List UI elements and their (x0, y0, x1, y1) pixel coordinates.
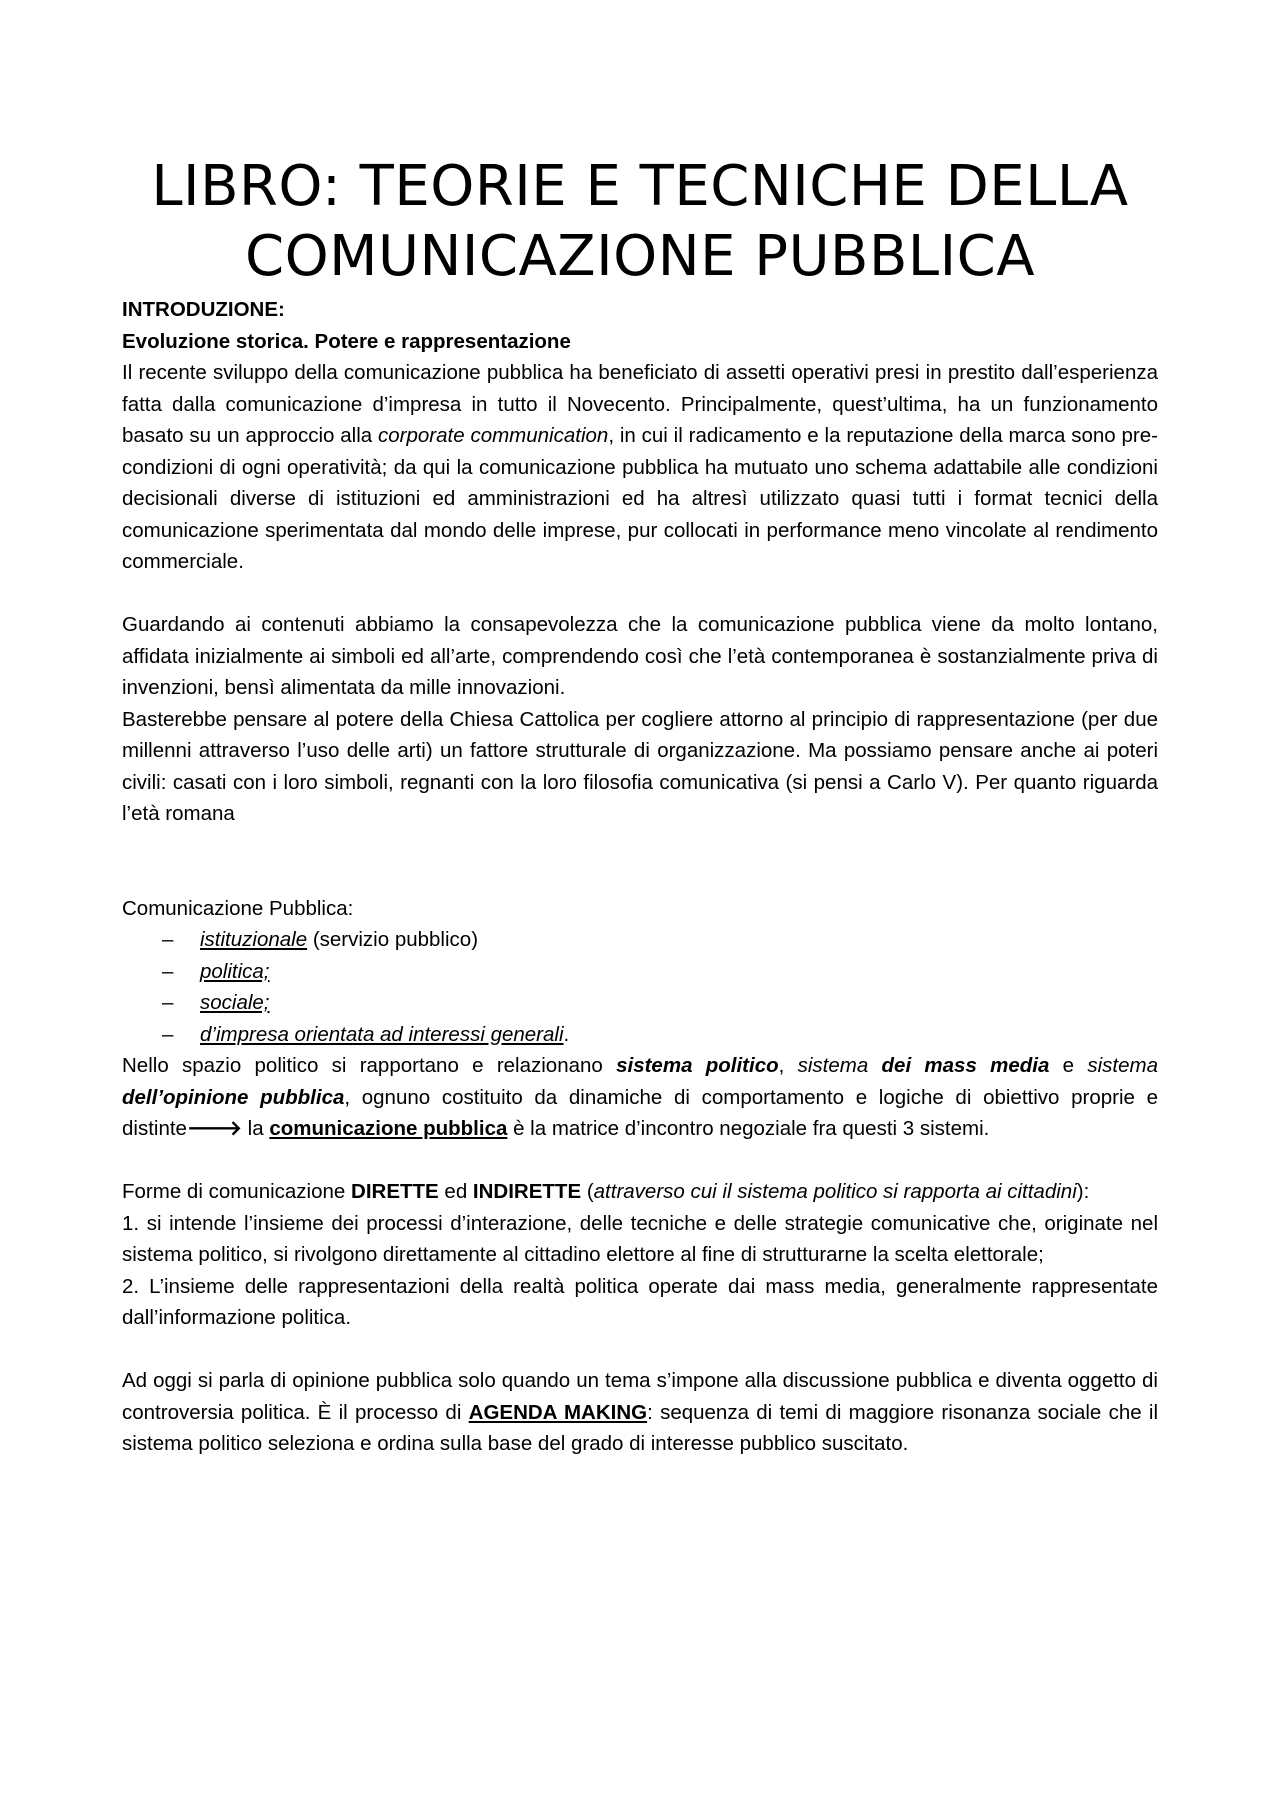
blank-line (122, 1334, 1158, 1366)
list-heading: Comunicazione Pubblica: (122, 896, 354, 920)
title-line-2: COMUNICAZIONE PUBBLICA (244, 224, 1036, 289)
list-item-4-end: . (563, 1022, 570, 1046)
term-direct: DIRETTE (351, 1180, 439, 1203)
text-run: ): (1076, 1180, 1090, 1203)
text-run: attraverso cui il sistema politico si rapporta ai cittadini (593, 1180, 1077, 1203)
text-run: sistema (1087, 1054, 1158, 1077)
text-run: e (1049, 1054, 1088, 1077)
document-title (122, 0, 1158, 292)
text-run: ( (581, 1180, 594, 1203)
term-mass-media: dei mass media (881, 1054, 1050, 1077)
text-run: , ognuno costituito da dinamiche di comportamento e logiche di obiettivo proprie e distinte (122, 1085, 1158, 1140)
systems-paragraph (122, 1050, 1158, 1145)
text-run: Nello spazio politico si rapportano e relazionano (122, 1054, 617, 1077)
term-political-system: sistema politico (616, 1054, 779, 1077)
blank-lines (122, 830, 1158, 893)
intro-heading: INTRODUZIONE: (122, 298, 285, 321)
document-body (122, 294, 1158, 1460)
term-public-opinion: dell’opinione pubblica (122, 1085, 345, 1109)
intro-paragraph-2: Guardando ai contenuti abbiamo la consapevolezza che la comunicazione pubblica viene da molto lontano, affidata inizialmente ai simboli ed all’arte, comprendendo così che l’età contemporanea è sostanzialmente priva di invenzioni, bensì alimentata da mille innovazioni. (122, 613, 1158, 699)
text-run: la (241, 1117, 270, 1140)
list-item (162, 924, 1158, 956)
text-run: , (778, 1054, 798, 1077)
arrow-right-icon: 🡒 (186, 1117, 242, 1140)
agenda-paragraph (122, 1365, 1158, 1460)
list-item-3-term: sociale; (200, 991, 270, 1014)
list-item-2-term: politica; (200, 959, 270, 983)
list-item-1-note: (servizio pubblico) (307, 928, 479, 951)
forms-paragraph (122, 1176, 1158, 1208)
term-indirect: INDIRETTE (472, 1180, 582, 1203)
intro-paragraph-3: Basterebbe pensare al potere della Chiesa Cattolica per cogliere attorno al principio di rappresentazione (per due millenni attraverso l’uso delle arti) un fattore strutturale di organizzazione. Ma possiamo pensare anche ai poteri civili: casati con i loro simboli, regnanti con la loro filosofia comunicativa (si pensi a Carlo V). Per quanto riguarda l’età romana (122, 707, 1158, 825)
intro-subheading: Evoluzione storica. Potere e rappresentazione (122, 329, 571, 353)
text-run: Ad oggi si parla di opinione pubblica solo quando un tema s’impone alla discussione pubblica e diventa oggetto di controversia politica. È il processo di (122, 1369, 1158, 1424)
text-run: è la matrice d’incontro negoziale fra questi 3 sistemi. (507, 1117, 990, 1140)
text-run: ed (438, 1180, 473, 1203)
intro-paragraph-1 (122, 357, 1158, 578)
list-item (162, 1019, 1158, 1051)
title-line-1: LIBRO: TEORIE E TECNICHE DELLA (151, 154, 1129, 219)
intro-p1-emphasis: corporate communication (378, 424, 609, 447)
blank-line (122, 578, 1158, 610)
intro-p1-text-a: Il recente sviluppo della comunicazione pubblica ha beneficiato di assetti operativi presi in prestito dall’esperienza fatta dalla comunicazione d’impresa in tutto il Novecento. Principalmente, quest’ultima, ha un funzionamento basato su un approccio alla (122, 361, 1158, 447)
intro-p1-text-b: , in cui il radicamento e la reputazione della marca sono pre-condizioni di ogni operatività; da qui la comunicazione pubblica ha mutuato uno schema adattabile alle condizioni decisionali diverse di istituzioni ed amministrazioni ed ha altresì utilizzato quasi tutti i format tecnici della comunicazione sperimentata dal mondo delle imprese, pur collocati in performance meno vincolate al rendimento commerciale. (122, 424, 1158, 573)
text-run: sistema (797, 1054, 882, 1077)
term-public-communication: comunicazione pubblica (269, 1117, 508, 1140)
text-run: Forme di comunicazione (122, 1180, 352, 1203)
term-agenda-making: AGENDA MAKING (468, 1400, 648, 1424)
communication-types-list (122, 924, 1158, 1050)
forms-item-1: 1. si intende l’insieme dei processi d’interazione, delle tecniche e delle strategie comunicative che, originate nel sistema politico, si rivolgono direttamente al cittadino elettore al fine di strutturarne la scelta elettorale; (122, 1211, 1158, 1266)
blank-line (122, 1145, 1158, 1177)
list-item-1-term: istituzionale (200, 928, 308, 951)
text-run: : sequenza di temi di maggiore risonanza sociale che il sistema politico seleziona e ordina sulla base del grado di interesse pubblico suscitato. (122, 1400, 1158, 1455)
list-item (162, 987, 1158, 1019)
list-item-4-term: d’impresa orientata ad interessi generali (200, 1022, 564, 1046)
forms-item-2: 2. L’insieme delle rappresentazioni della realtà politica operate dai mass media, generalmente rappresentate dall’informazione politica. (122, 1274, 1158, 1329)
list-item (162, 956, 1158, 988)
